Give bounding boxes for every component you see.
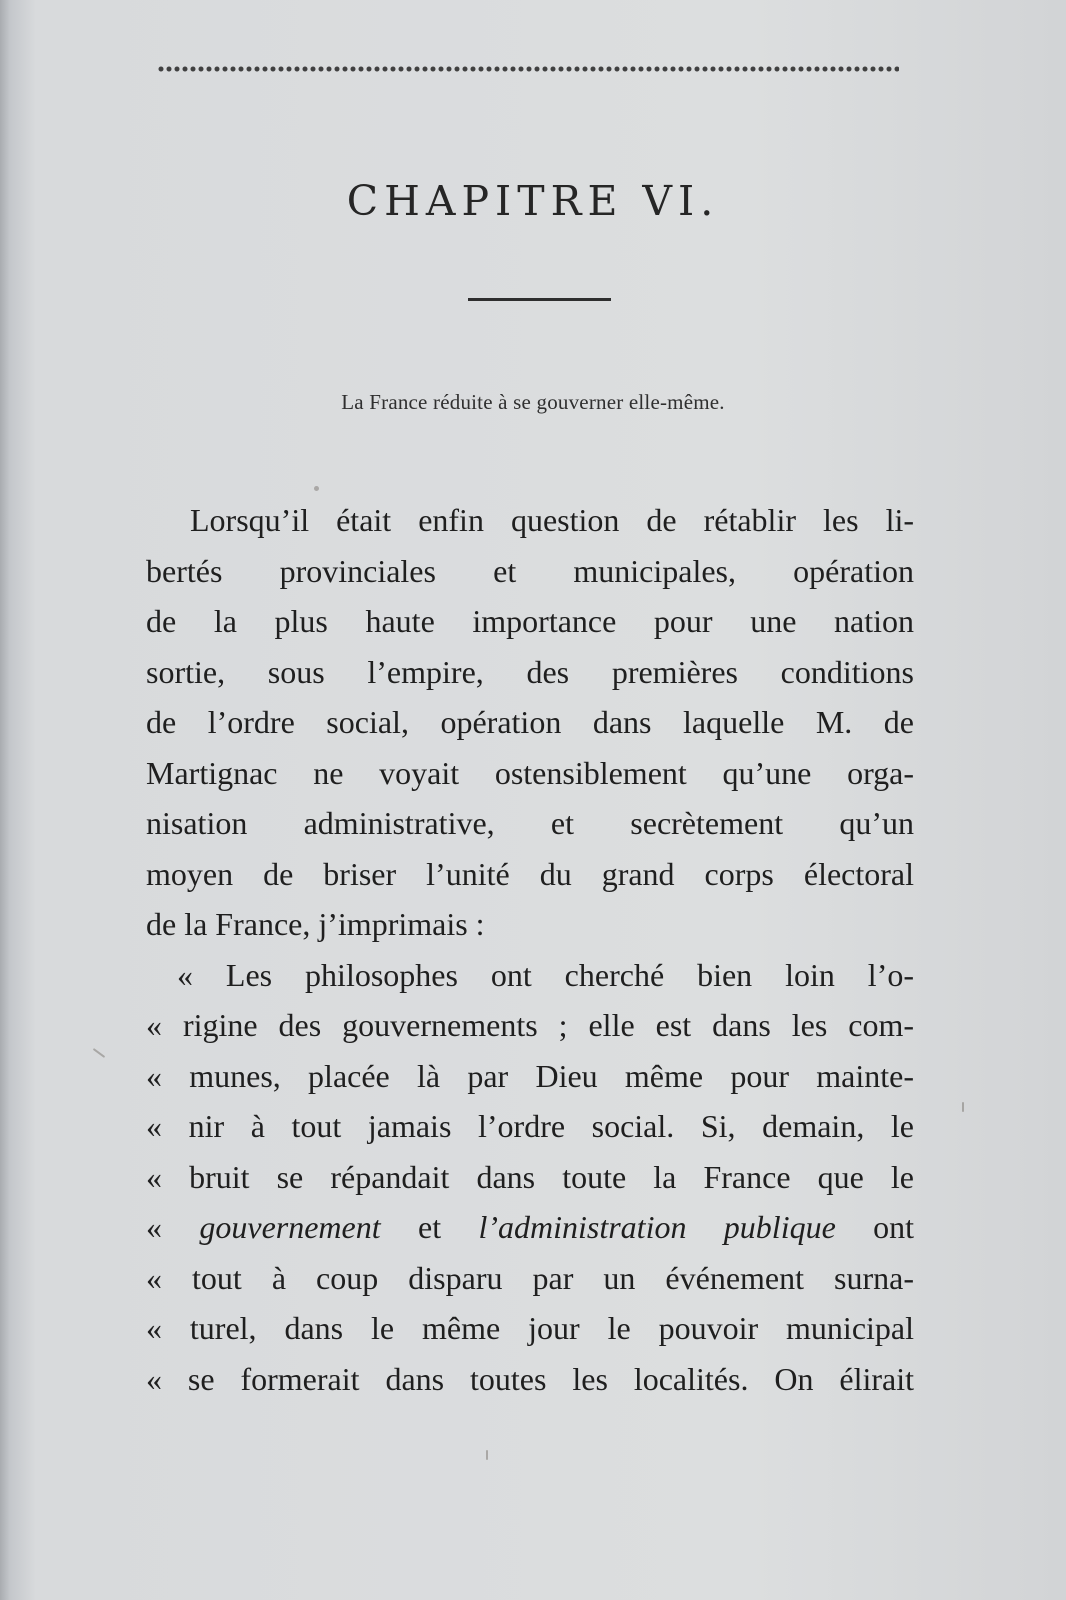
text-line: « turel, dans le même jour le pouvoir municipal bbox=[146, 1310, 914, 1346]
text-line: de la France, j’imprimais : bbox=[146, 906, 485, 942]
ornamental-rule bbox=[157, 64, 899, 74]
text-line: moyen de briser l’unité du grand corps électoral bbox=[146, 855, 914, 892]
title-rule bbox=[468, 298, 611, 301]
text-fragment: et bbox=[417, 1209, 442, 1245]
paper-speck bbox=[962, 1102, 964, 1112]
italic-term: l’administration publique bbox=[478, 1209, 836, 1245]
text-line: « rigine des gouvernements ; elle est dans les com- bbox=[146, 1007, 914, 1043]
text-line: de la plus haute importance pour une nation bbox=[146, 603, 914, 639]
text-line: sortie, sous l’empire, des premières conditions bbox=[146, 653, 914, 690]
text-line: « nir à tout jamais l’ordre social. Si, demain, le bbox=[146, 1108, 914, 1144]
text-line: bertés provinciales et municipales, opération bbox=[146, 552, 914, 589]
text-line: « bruit se répandait dans toute la France que le bbox=[146, 1158, 914, 1195]
chapter-body bbox=[146, 495, 914, 1404]
paper-speck bbox=[93, 1048, 106, 1058]
text-line: de l’ordre social, opération dans laquelle M. de bbox=[146, 704, 914, 740]
paper-speck bbox=[314, 486, 319, 491]
chapter-subtitle: La France réduite à se gouverner elle-même. bbox=[341, 390, 725, 414]
chapter-title: CHAPITRE VI. bbox=[346, 177, 720, 225]
text-line bbox=[146, 1202, 914, 1253]
italic-term: gouvernement bbox=[199, 1209, 381, 1245]
text-line: « tout à coup disparu par un événement surna- bbox=[146, 1259, 914, 1296]
quote-mark: « bbox=[146, 1209, 162, 1245]
text-line: Martignac ne voyait ostensiblement qu’une orga- bbox=[146, 754, 914, 791]
text-line: « se formerait dans toutes les localités. On élirait bbox=[146, 1360, 914, 1397]
text-line: nisation administrative, et secrètement qu’un bbox=[146, 805, 914, 841]
paper-speck bbox=[486, 1450, 488, 1460]
text-line: Lorsqu’il était enfin question de rétablir les li- bbox=[190, 502, 914, 538]
text-line: « munes, placée là par Dieu même pour mainte- bbox=[146, 1057, 914, 1094]
text-fragment: ont bbox=[873, 1209, 914, 1245]
text-line: « Les philosophes ont cherché bien loin l’o- bbox=[177, 956, 914, 993]
